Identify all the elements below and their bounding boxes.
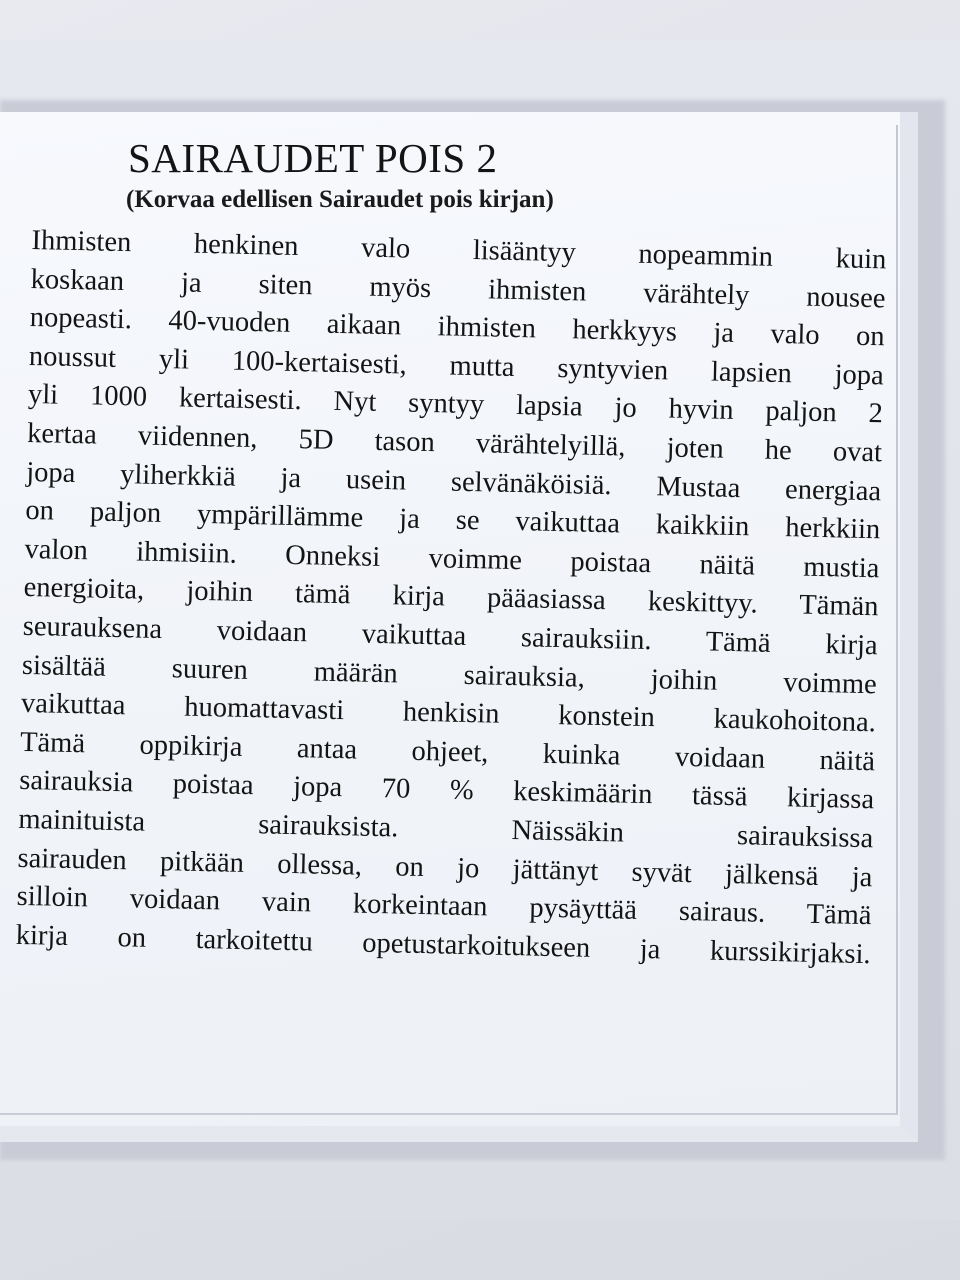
body-line: sairauden pitkään ollessa, on jo jättänyt syvät jälkensä ja	[17, 842, 873, 893]
body-line: koskaan ja siten myös ihmisten värähtely nousee	[30, 263, 886, 314]
body-line: energioita, joihin tämä kirja pääasiassa keskittyy. Tämän	[23, 572, 879, 623]
body-line: kertaa viidennen, 5D tason värähtelyillä, joten he ovat	[26, 417, 883, 469]
page-subtitle: (Korvaa edellisen Sairaudet pois kirjan)	[126, 186, 554, 213]
page-title: SAIRAUDET POIS 2	[128, 135, 498, 181]
body-line: sairauksia poistaa jopa 70 % keskimäärin tässä kirjassa	[18, 765, 875, 816]
body-line: nopeasti. 40-vuoden aikaan ihmisten herkkyys ja valo on	[29, 302, 885, 353]
body-line: yli 1000 kertaisesti. Nyt syntyy lapsia jo hyvin paljon 2	[27, 379, 884, 430]
body-line: vaikuttaa huomattavasti henkisin konstein kaukohoitona.	[20, 688, 877, 739]
body-line: seurauksena voidaan vaikuttaa sairauksiin. Tämä kirja	[22, 610, 878, 662]
body-line: Ihmisten henkinen valo lisääntyy nopeammin kuin	[31, 224, 887, 276]
body-line: kirja on tarkoitettu opetustarkoitukseen ja kurssikirjaksi.	[15, 919, 871, 970]
body-line: sisältää suuren määrän sairauksia, joihin voimme	[21, 649, 878, 700]
body-line: Tämä oppikirja antaa ohjeet, kuinka voidaan näitä	[19, 726, 876, 777]
body-line: noussut yli 100-kertaisesti, mutta syntyvien lapsien jopa	[28, 340, 885, 392]
body-paragraph	[15, 222, 886, 974]
body-line: silloin voidaan vain korkeintaan pysäyttää sairaus. Tämä	[16, 880, 872, 932]
body-line: jopa yliherkkiä ja usein selvänäköisiä. Mustaa energiaa	[25, 456, 882, 507]
body-line: valon ihmisiin. Onneksi voimme poistaa näitä mustia	[24, 533, 880, 585]
body-line: on paljon ympärillämme ja se vaikuttaa kaikkiin herkkiin	[25, 495, 881, 546]
body-line: mainituista sairauksista. Näissäkin sairauksissa	[18, 803, 874, 855]
